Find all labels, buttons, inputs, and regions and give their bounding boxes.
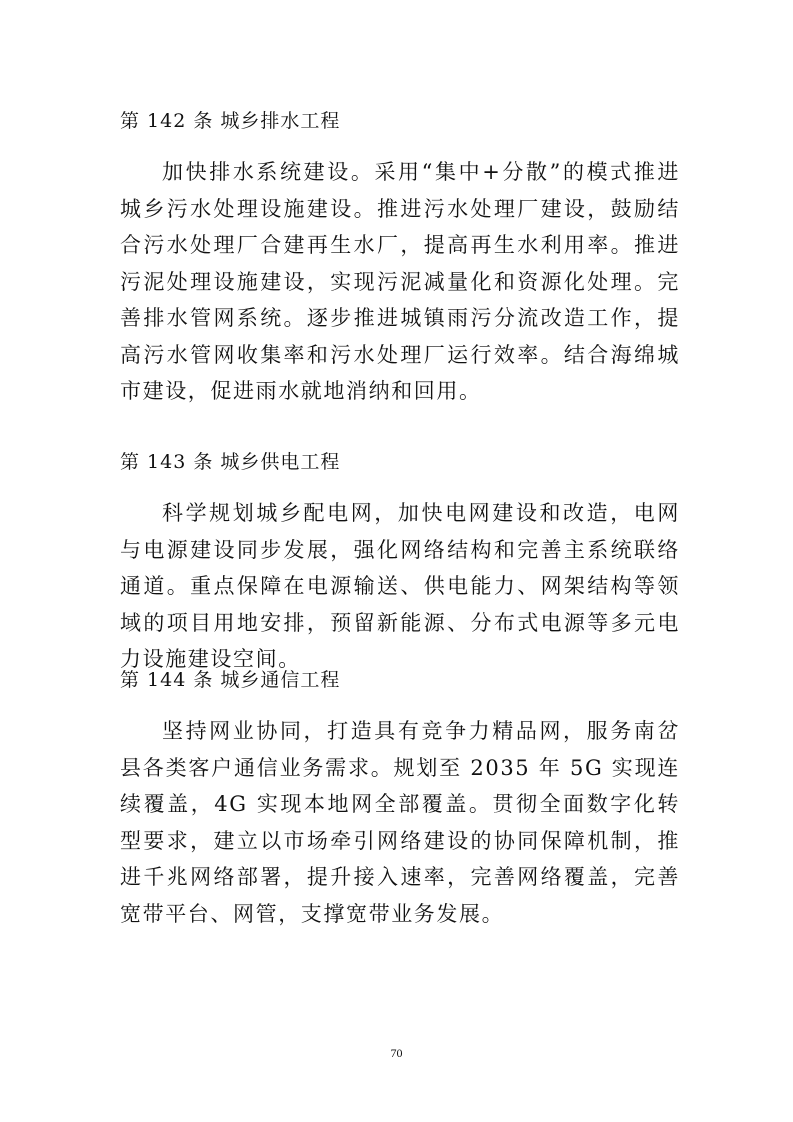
- page-number: 70: [390, 1046, 403, 1060]
- article-heading: 第 143 条 城乡供电工程: [120, 451, 341, 473]
- article-paragraph: 科学规划城乡配电网，加快电网建设和改造，电网与电源建设同步发展，强化网络结构和完善主系统联络通道。重点保障在电源输送、供电能力、网架结构等领域的项目用地安排，预留新能源、分布式电源等多元电力设施建设空间。: [120, 501, 680, 671]
- article-143: [120, 449, 680, 678]
- article-paragraph: 加快排水系统建设。采用“集中+分散”的模式推进城乡污水处理设施建设。推进污水处理厂建设，鼓励结合污水处理厂合建再生水厂，提高再生水利用率。推进污泥处理设施建设，实现污泥减量化和资源化处理。完善排水管网系统。逐步推进城镇雨污分流改造工作，提高污水管网收集率和污水处理厂运行效率。结合海绵城市建设，促进雨水就地消纳和回用。: [120, 160, 680, 403]
- article-heading: 第 142 条 城乡排水工程: [120, 110, 341, 132]
- article-144: [120, 667, 680, 932]
- article-142: [120, 108, 680, 410]
- article-paragraph: 坚持网业协同，打造具有竞争力精品网，服务南岔县各类客户通信业务需求。规划至 2035 年 5G 实现连续覆盖，4G 实现本地网全部覆盖。贯彻全面数字化转型要求，建立以市场牵引网络建设的协同保障机制，推进千兆网络部署，提升接入速率，完善网络覆盖，完善宽带平台、网管，支撑宽带业务发展。: [120, 719, 680, 926]
- article-heading: 第 144 条 城乡通信工程: [120, 669, 341, 691]
